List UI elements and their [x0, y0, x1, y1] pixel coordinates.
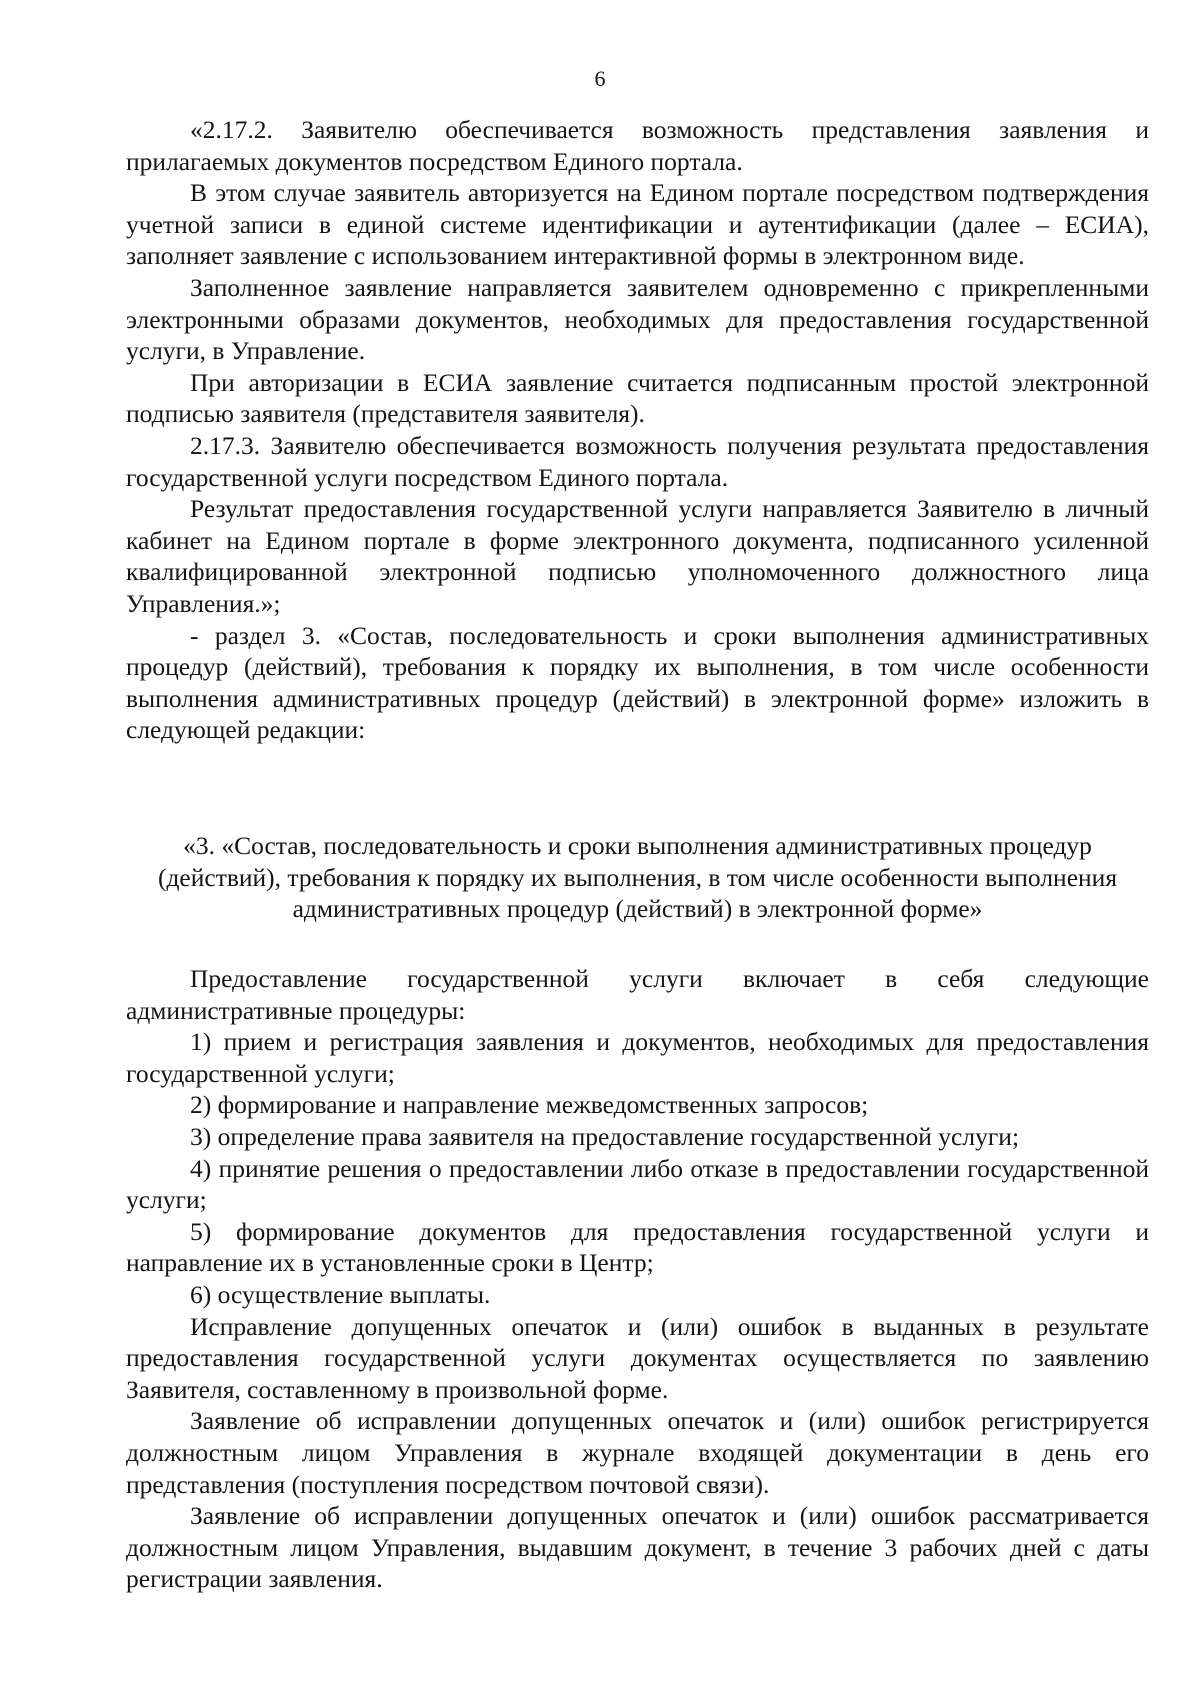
- paragraph: Заявление об исправлении допущенных опечаток и (или) ошибок регистрируется должностным лицом Управления в журнале входящей документации в день его представления (поступления посредством почтовой связи).: [126, 1406, 1149, 1499]
- section-heading: «3. «Состав, последовательность и сроки выполнения административных процедур (действий), требования к порядку их выполнения, в том числе особенности выполнения административных процедур (действий) в электронной форме»: [157, 831, 1118, 924]
- paragraph: Исправление допущенных опечаток и (или) ошибок в выданных в результате предоставления государственной услуги документах осуществляется по заявлению Заявителя, составленному в произвольной форме.: [126, 1311, 1149, 1404]
- bottom-text-block: [126, 963, 1149, 1595]
- paragraph: 2.17.3. Заявителю обеспечивается возможность получения результата предоставления государственной услуги посредством Единого портала.: [126, 430, 1149, 492]
- list-item: 5) формирование документов для предоставления государственной услуги и направление их в установленные сроки в Центр;: [126, 1216, 1149, 1278]
- page-number: 6: [594, 66, 606, 91]
- list-item: 3) определение права заявителя на предоставление государственной услуги;: [190, 1121, 1020, 1151]
- top-text-block: [126, 114, 1149, 746]
- paragraph: Заявление об исправлении допущенных опечаток и (или) ошибок рассматривается должностным лицом Управления, выдавшим документ, в течение 3 рабочих дней с даты регистрации заявления.: [126, 1501, 1149, 1594]
- paragraph: При авторизации в ЕСИА заявление считается подписанным простой электронной подписью заявителя (представителя заявителя).: [126, 367, 1149, 429]
- paragraph: Результат предоставления государственной услуги направляется Заявителю в личный кабинет на Едином портале в форме электронного документа, подписанного усиленной квалифицированной электронной подписью уполномоченного должностного лица Управления.»;: [126, 494, 1149, 618]
- paragraph: - раздел 3. «Состав, последовательность и сроки выполнения административных процедур (действий), требования к порядку их выполнения, в том числе особенности выполнения административных процедур (действий) в электронной форме» изложить в следующей редакции:: [126, 620, 1149, 745]
- list-item: 2) формирование и направление межведомственных запросов;: [190, 1090, 869, 1120]
- paragraph: Заполненное заявление направляется заявителем одновременно с прикрепленными электронными образами документов, необходимых для предоставления государственной услуги, в Управление.: [126, 272, 1149, 366]
- paragraph: «2.17.2. Заявителю обеспечивается возможность представления заявления и прилагаемых документов посредством Единого портала.: [126, 115, 1149, 176]
- list-item: 1) прием и регистрация заявления и документов, необходимых для предоставления государственной услуги;: [126, 1027, 1149, 1088]
- list-item: 4) принятие решения о предоставлении либо отказе в предоставлении государственной услуги;: [126, 1153, 1149, 1215]
- list-item: 6) осуществление выплаты.: [190, 1279, 491, 1309]
- paragraph: В этом случае заявитель авторизуется на Едином портале посредством подтверждения учетной записи в единой системе идентификации и аутентификации (далее – ЕСИА), заполняет заявление с использованием интерактивной формы в электронном виде.: [126, 178, 1149, 271]
- paragraph: Предоставление государственной услуги включает в себя следующие административные процедуры:: [126, 964, 1149, 1025]
